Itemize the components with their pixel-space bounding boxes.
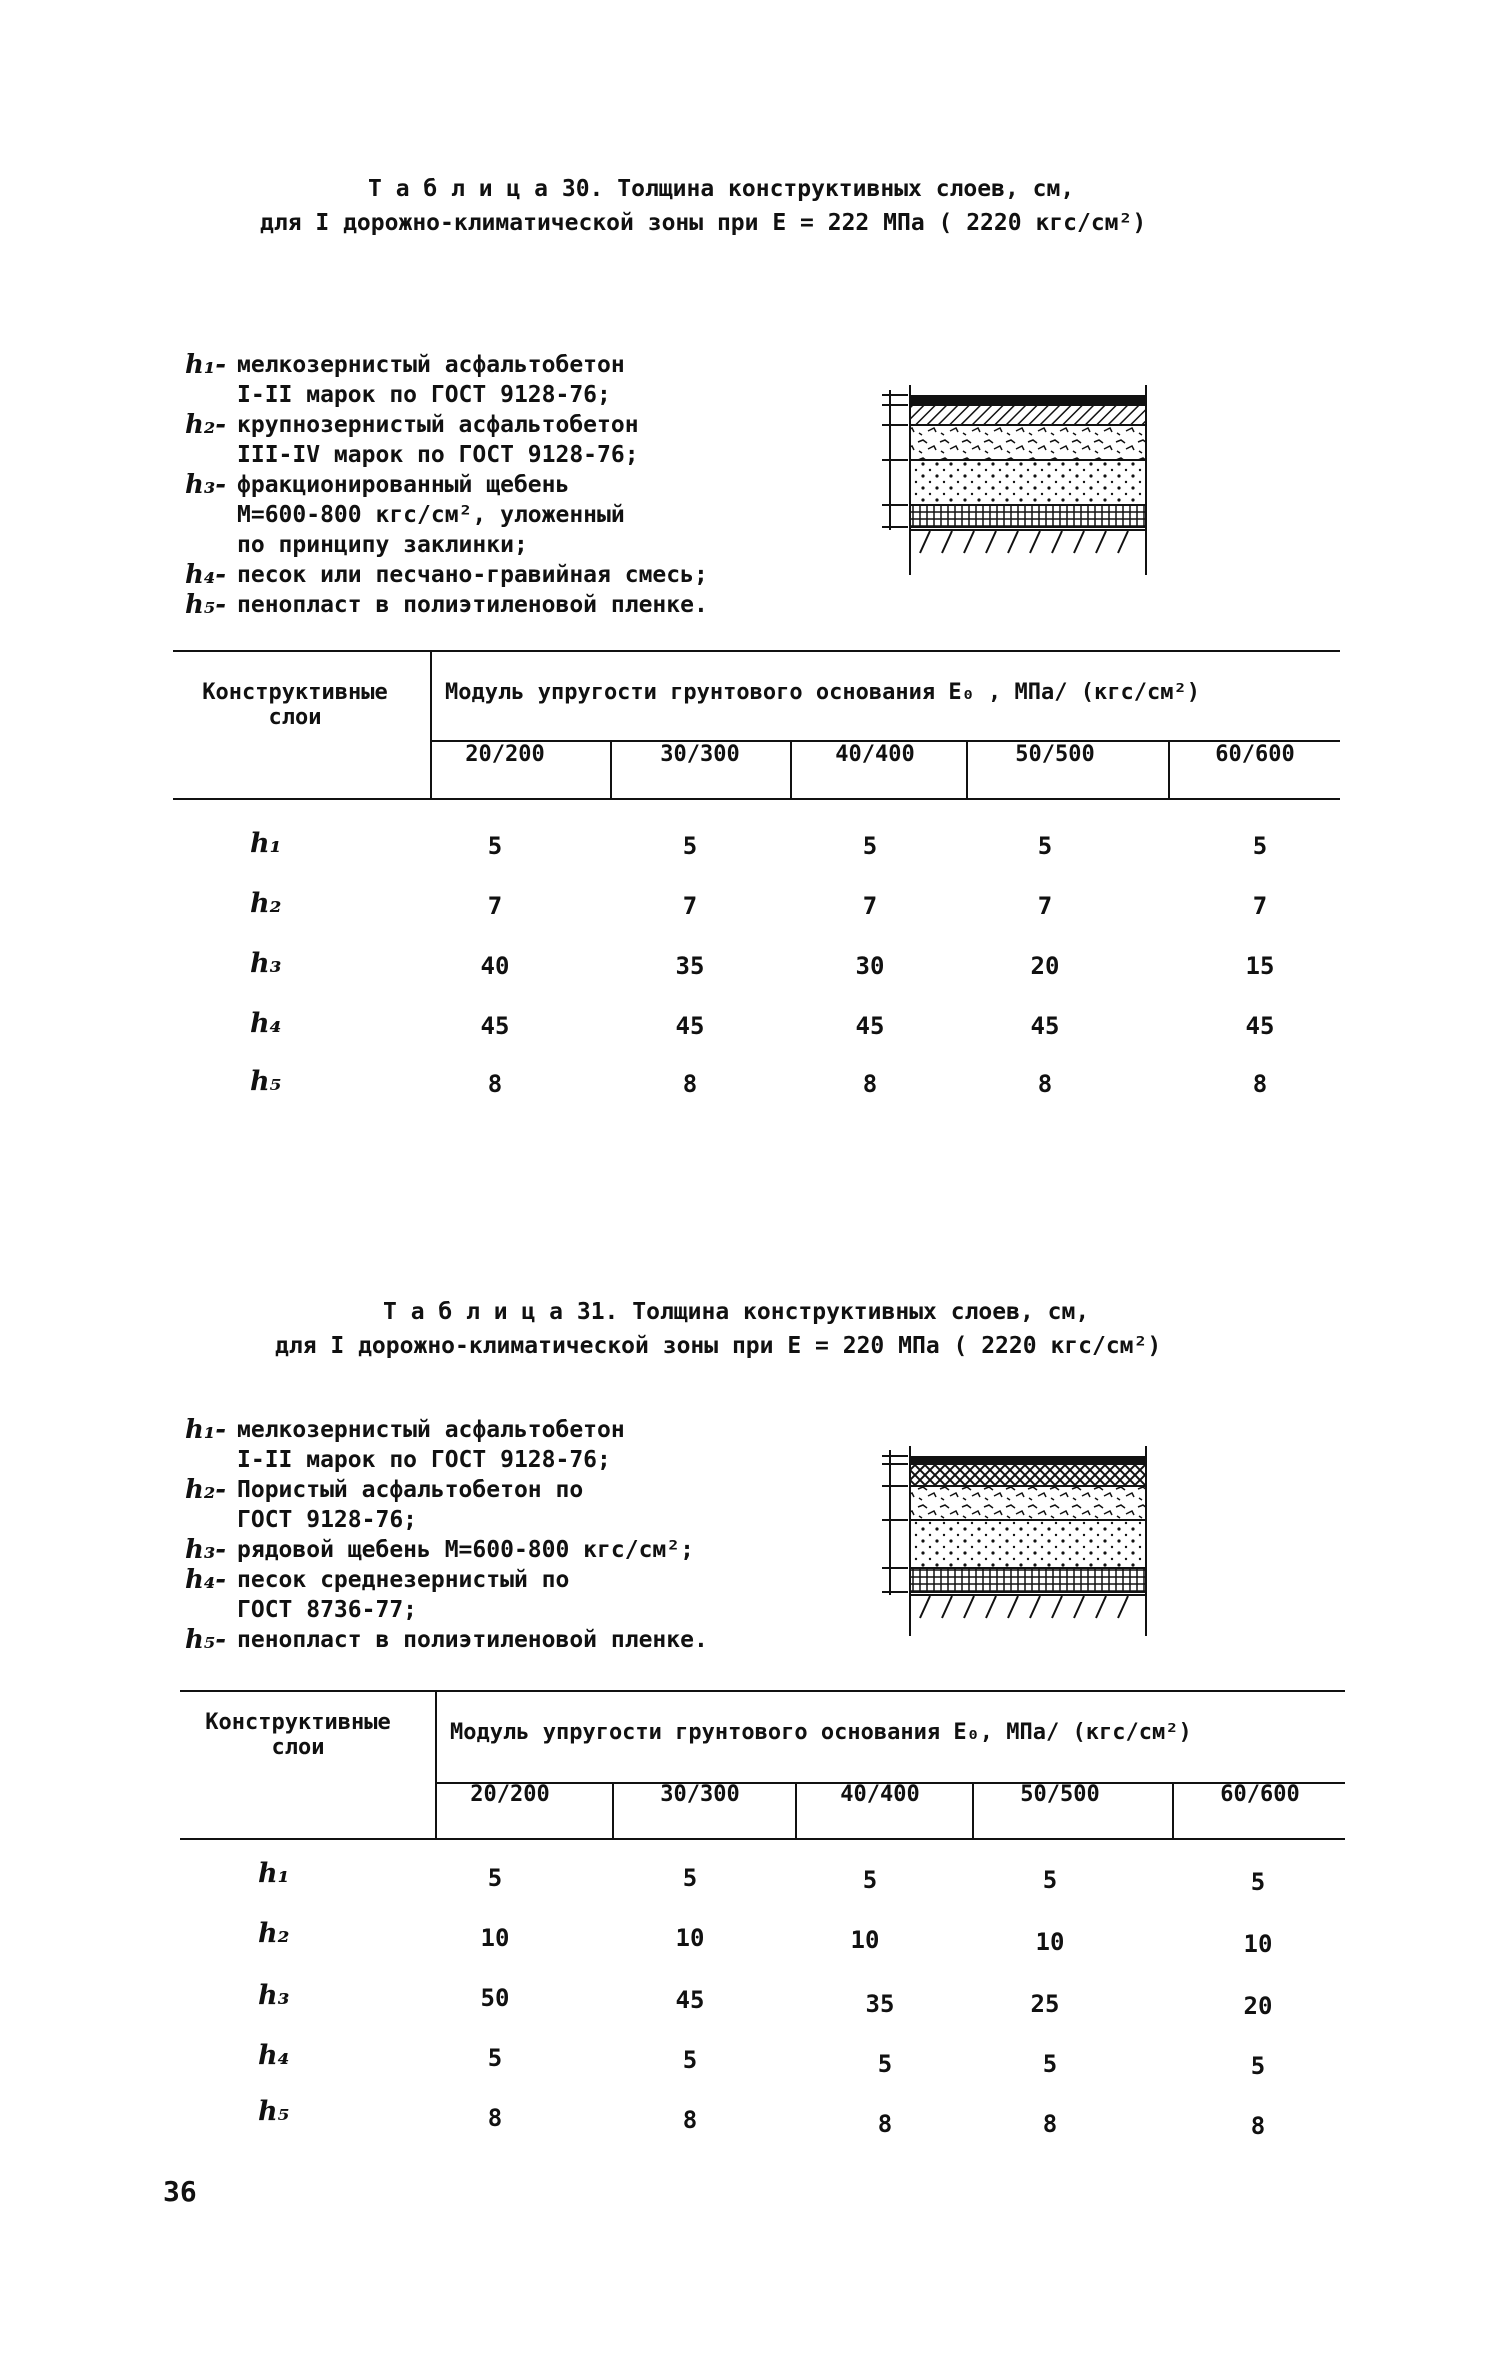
table-cell: 10 xyxy=(1035,1928,1065,1956)
legend-symbol: h₁- xyxy=(185,1415,227,1445)
legend-text: I-II марок по ГОСТ 9128-76; xyxy=(237,1447,611,1473)
legend-symbol: h₃- xyxy=(185,1535,227,1565)
table30-top-rule xyxy=(173,650,1340,652)
legend-text: пенопласт в полиэтиленовой пленке. xyxy=(237,1627,708,1653)
table30-header-divider xyxy=(430,650,432,798)
table-cell: 5 xyxy=(1250,1868,1266,1896)
table-cell: 10 xyxy=(675,1924,705,1952)
table30-header-bottom-rule xyxy=(173,798,1340,800)
table-cell: 25 xyxy=(1030,1990,1060,2018)
layer-h1 xyxy=(910,395,1146,405)
table30-col-header: 50/500 xyxy=(1015,742,1095,767)
layer-h4 xyxy=(910,460,1146,505)
table30-col-divider xyxy=(790,740,792,798)
legend-text: по принципу заклинки; xyxy=(237,532,528,558)
table31-col-divider xyxy=(972,1782,974,1838)
table-cell: 5 xyxy=(487,1864,503,1892)
legend-symbol xyxy=(185,1505,237,1535)
legend-symbol xyxy=(185,500,237,530)
table-cell: 35 xyxy=(865,1990,895,2018)
row-label: h₂ xyxy=(258,1918,290,1949)
row-label: h₂ xyxy=(250,888,282,919)
legend-text: мелкозернистый асфальтобетон xyxy=(237,1417,625,1443)
table-cell: 45 xyxy=(675,1012,705,1040)
legend-item xyxy=(185,380,708,410)
table-cell: 7 xyxy=(682,892,698,920)
table31-caption-line1: Т а б л и ц а 31. Толщина конструктивных слоев, см, xyxy=(383,1299,1090,1325)
table31-col-divider xyxy=(612,1782,614,1838)
table31-col-header: 30/300 xyxy=(660,1782,740,1807)
legend-text: крупнозернистый асфальтобетон xyxy=(237,412,639,438)
legend-text: песок или песчано-гравийная смесь; xyxy=(237,562,708,588)
table-cell: 8 xyxy=(487,1070,503,1098)
legend-item xyxy=(185,410,708,440)
row-label: h₃ xyxy=(250,948,282,979)
dimension-marks xyxy=(882,1450,908,1595)
table-cell: 35 xyxy=(675,952,705,980)
layer-h1 xyxy=(910,1456,1146,1464)
table31-col-divider xyxy=(795,1782,797,1838)
table-cell: 5 xyxy=(1042,1866,1058,1894)
legend-symbol: h₄- xyxy=(185,1565,227,1595)
table-cell: 8 xyxy=(1252,1070,1268,1098)
legend-text: ГОСТ 9128-76; xyxy=(237,1507,418,1533)
table-cell: 45 xyxy=(1030,1012,1060,1040)
table31-col-header: 60/600 xyxy=(1220,1782,1300,1807)
legend-item xyxy=(185,440,708,470)
legend-item xyxy=(185,1445,708,1475)
legend-item xyxy=(185,470,708,500)
layer-h3 xyxy=(910,1486,1146,1520)
table30-layer-diagram xyxy=(850,365,1160,575)
row-label: h₅ xyxy=(258,2096,290,2127)
table31-legend xyxy=(185,1415,708,1655)
table-cell: 15 xyxy=(1245,952,1275,980)
table31-header-divider xyxy=(435,1690,437,1838)
table30-col-divider xyxy=(966,740,968,798)
table-cell: 5 xyxy=(1037,832,1053,860)
table30-caption-line2: для I дорожно-климатической зоны при E = 222 МПа ( 2220 кгс/см²) xyxy=(260,210,1147,236)
table-cell: 5 xyxy=(682,2046,698,2074)
legend-symbol: h₂- xyxy=(185,1475,227,1505)
table30-col-header: 30/300 xyxy=(660,742,740,767)
layer-h2 xyxy=(910,405,1146,425)
table30-legend xyxy=(185,350,708,620)
legend-text: I-II марок по ГОСТ 9128-76; xyxy=(237,382,611,408)
table-cell: 5 xyxy=(862,832,878,860)
legend-item xyxy=(185,1565,708,1595)
legend-item xyxy=(185,500,708,530)
table30-col-divider xyxy=(1168,740,1170,798)
table30-caption xyxy=(260,172,1260,240)
table-cell: 8 xyxy=(682,2106,698,2134)
table-cell: 10 xyxy=(850,1926,880,1954)
table-cell: 7 xyxy=(487,892,503,920)
legend-symbol xyxy=(185,1595,237,1625)
legend-symbol: h₁- xyxy=(185,350,227,380)
table-cell: 5 xyxy=(682,832,698,860)
table-cell: 45 xyxy=(1245,1012,1275,1040)
table31-caption-line2: для I дорожно-климатической зоны при E = 220 МПа ( 2220 кгс/см²) xyxy=(275,1333,1162,1359)
table30-col-header: 20/200 xyxy=(465,742,545,767)
row-label: h₄ xyxy=(258,2040,290,2071)
table-cell: 45 xyxy=(855,1012,885,1040)
table-cell: 8 xyxy=(487,2104,503,2132)
table31-header-modulus: Модуль упругости грунтового основания E₀, МПа/ (кгс/см²) xyxy=(450,1720,1192,1745)
table-cell: 8 xyxy=(1250,2112,1266,2140)
legend-item xyxy=(185,1505,708,1535)
table-cell: 20 xyxy=(1030,952,1060,980)
table-cell: 8 xyxy=(1037,1070,1053,1098)
dimension-marks xyxy=(882,390,908,530)
legend-text: III-IV марок по ГОСТ 9128-76; xyxy=(237,442,639,468)
legend-item xyxy=(185,530,708,560)
table-cell: 10 xyxy=(480,1924,510,1952)
legend-symbol xyxy=(185,1445,237,1475)
legend-text: пенопласт в полиэтиленовой пленке. xyxy=(237,592,708,618)
table-cell: 5 xyxy=(1250,2052,1266,2080)
layer-h5 xyxy=(910,505,1146,527)
table30-col-divider xyxy=(610,740,612,798)
legend-symbol: h₂- xyxy=(185,410,227,440)
table-cell: 5 xyxy=(1042,2050,1058,2078)
row-label: h₁ xyxy=(250,828,282,859)
table31-header-layers: Конструктивные слои xyxy=(205,1710,391,1760)
table-cell: 8 xyxy=(862,1070,878,1098)
table31-col-divider xyxy=(1172,1782,1174,1838)
table-cell: 8 xyxy=(877,2110,893,2138)
table-cell: 7 xyxy=(862,892,878,920)
legend-symbol xyxy=(185,380,237,410)
table30-col-header: 60/600 xyxy=(1215,742,1295,767)
layer-h4 xyxy=(910,1520,1146,1568)
table-cell: 5 xyxy=(487,832,503,860)
table-cell: 5 xyxy=(682,1864,698,1892)
table30-header-modulus: Модуль упругости грунтового основания E₀ , МПа/ (кгс/см²) xyxy=(445,680,1200,705)
table31-caption xyxy=(275,1295,1275,1363)
legend-text: Пористый асфальтобетон по xyxy=(237,1477,584,1503)
legend-item xyxy=(185,1595,708,1625)
table30-col-header: 40/400 xyxy=(835,742,915,767)
table-cell: 50 xyxy=(480,1984,510,2012)
table31-col-header: 40/400 xyxy=(840,1782,920,1807)
table-cell: 20 xyxy=(1243,1992,1273,2020)
table30-header-layers: Конструктивные слои xyxy=(202,680,388,730)
table-cell: 40 xyxy=(480,952,510,980)
table31-layer-diagram xyxy=(850,1430,1160,1640)
layer-h3 xyxy=(910,425,1146,460)
table-cell: 7 xyxy=(1037,892,1053,920)
row-label: h₁ xyxy=(258,1858,290,1889)
legend-symbol: h₅- xyxy=(185,1625,227,1655)
row-label: h₄ xyxy=(250,1008,282,1039)
legend-item xyxy=(185,1535,708,1565)
table-cell: 10 xyxy=(1243,1930,1273,1958)
legend-item xyxy=(185,590,708,620)
table-cell: 30 xyxy=(855,952,885,980)
legend-text: песок среднезернистый по xyxy=(237,1567,570,1593)
table-cell: 5 xyxy=(487,2044,503,2072)
layer-h2 xyxy=(910,1464,1146,1486)
table-cell: 8 xyxy=(682,1070,698,1098)
legend-item xyxy=(185,560,708,590)
legend-symbol xyxy=(185,440,237,470)
legend-item xyxy=(185,1475,708,1505)
row-label: h₅ xyxy=(250,1066,282,1097)
legend-text: рядовой щебень М=600-800 кгс/см²; xyxy=(237,1537,694,1563)
legend-text: ГОСТ 8736-77; xyxy=(237,1597,418,1623)
table31-col-header: 20/200 xyxy=(470,1782,550,1807)
legend-symbol: h₄- xyxy=(185,560,227,590)
table-cell: 45 xyxy=(480,1012,510,1040)
legend-symbol: h₅- xyxy=(185,590,227,620)
legend-item xyxy=(185,350,708,380)
layer-h5 xyxy=(910,1568,1146,1592)
legend-text: фракционированный щебень xyxy=(237,472,570,498)
soil-hatch xyxy=(910,1595,1146,1618)
table30-caption-line1: Т а б л и ц а 30. Толщина конструктивных слоев, см, xyxy=(368,176,1075,202)
table-cell: 8 xyxy=(1042,2110,1058,2138)
table31-col-header: 50/500 xyxy=(1020,1782,1100,1807)
table-cell: 5 xyxy=(862,1866,878,1894)
page-number: 36 xyxy=(163,2175,197,2208)
table-cell: 5 xyxy=(877,2050,893,2078)
legend-item xyxy=(185,1625,708,1655)
legend-item xyxy=(185,1415,708,1445)
legend-symbol xyxy=(185,530,237,560)
legend-text: мелкозернистый асфальтобетон xyxy=(237,352,625,378)
legend-text: М=600-800 кгс/см², уложенный xyxy=(237,502,625,528)
table31-header-bottom-rule xyxy=(180,1838,1345,1840)
table31-top-rule xyxy=(180,1690,1345,1692)
soil-hatch xyxy=(910,530,1146,553)
row-label: h₃ xyxy=(258,1980,290,2011)
legend-symbol: h₃- xyxy=(185,470,227,500)
table-cell: 5 xyxy=(1252,832,1268,860)
table-cell: 45 xyxy=(675,1986,705,2014)
table-cell: 7 xyxy=(1252,892,1268,920)
